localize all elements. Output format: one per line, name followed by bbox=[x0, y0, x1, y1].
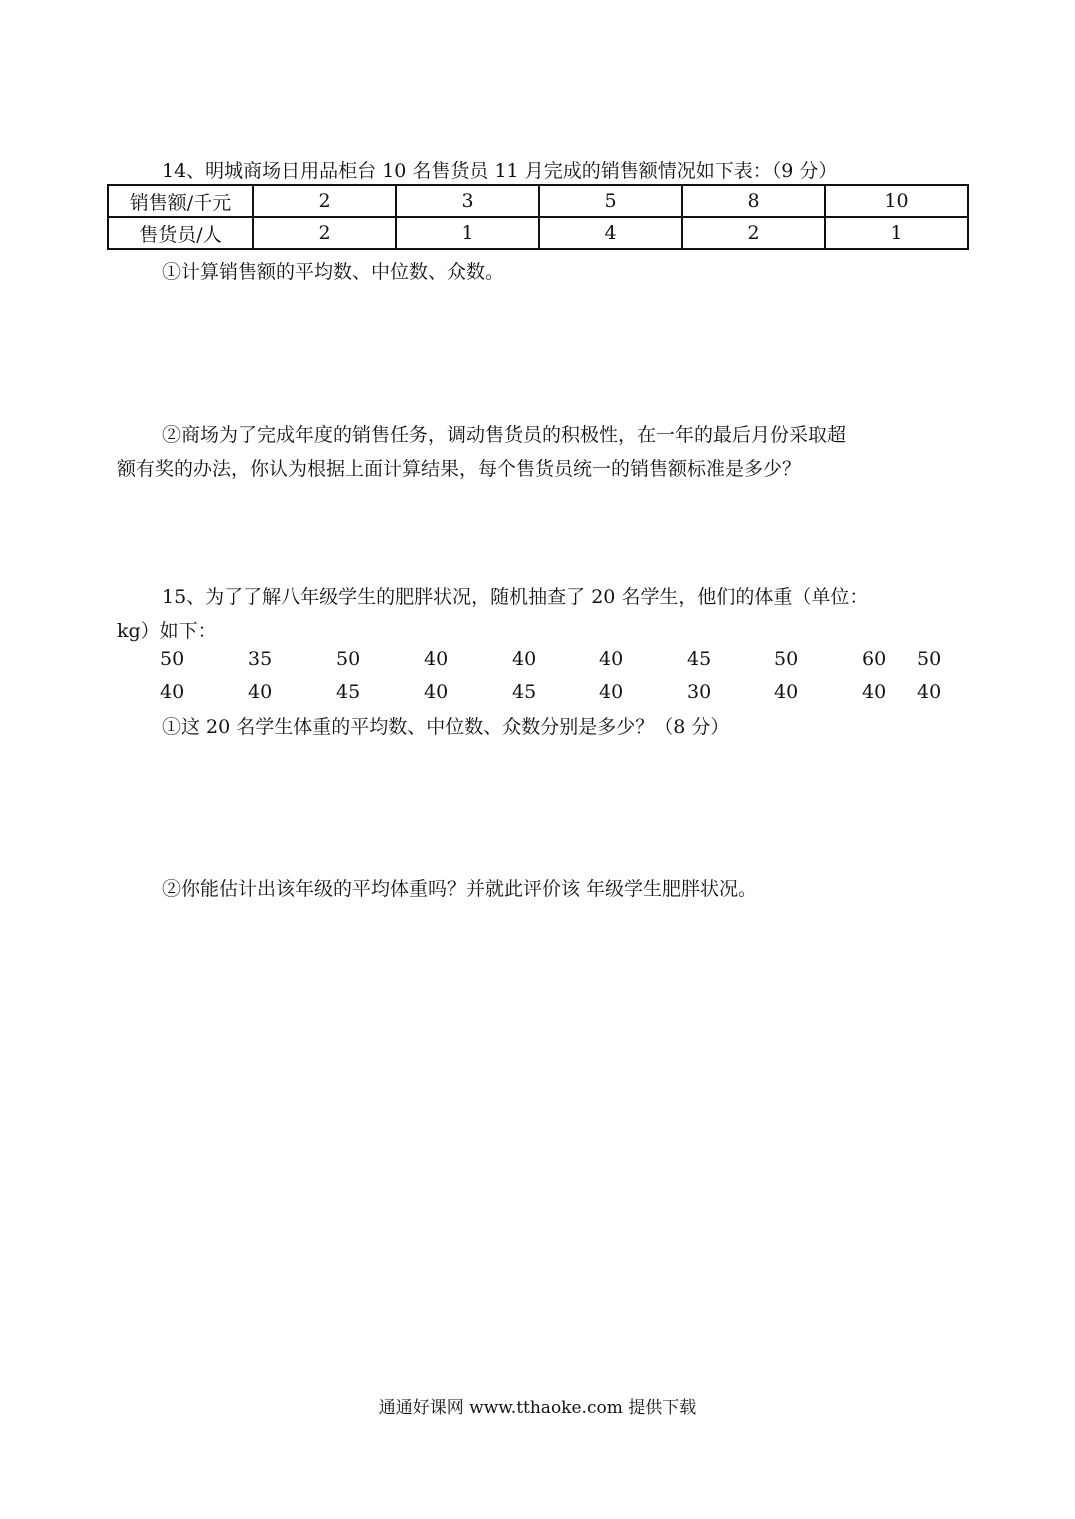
weight-value: 40 bbox=[160, 681, 185, 703]
weight-value: 40 bbox=[862, 681, 887, 703]
table-cell: 2 bbox=[253, 217, 396, 249]
table-cell: 1 bbox=[396, 217, 539, 249]
question-14-part-2-line-2: 额有奖的办法，你认为根据上面计算结果，每个售货员统一的销售额标准是多少？ bbox=[117, 458, 802, 480]
question-15-line-1: 15、为了了解八年级学生的肥胖状况，随机抽查了 20 名学生，他们的体重（单位： bbox=[162, 586, 869, 608]
page-footer: 通通好课网 www.tthaoke.com 提供下载 bbox=[378, 1398, 697, 1418]
table-cell: 8 bbox=[682, 185, 825, 217]
weight-value: 40 bbox=[512, 648, 537, 670]
table-cell: 1 bbox=[825, 217, 968, 249]
weight-value: 45 bbox=[512, 681, 537, 703]
weight-value: 35 bbox=[248, 648, 273, 670]
weight-value: 50 bbox=[774, 648, 799, 670]
weight-value: 40 bbox=[424, 648, 449, 670]
table-row bbox=[108, 217, 968, 249]
weight-value: 60 bbox=[862, 648, 887, 670]
weight-value: 45 bbox=[687, 648, 712, 670]
weight-value: 40 bbox=[248, 681, 273, 703]
question-14-part-2-line-1: ②商场为了完成年度的销售任务，调动售货员的积极性，在一年的最后月份采取超 bbox=[162, 424, 847, 446]
sales-table bbox=[107, 184, 969, 250]
table-cell: 2 bbox=[682, 217, 825, 249]
table-cell: 3 bbox=[396, 185, 539, 217]
question-15-line-2: kg）如下： bbox=[117, 620, 217, 642]
weight-value: 40 bbox=[599, 648, 624, 670]
question-14-part-1: ①计算销售额的平均数、中位数、众数。 bbox=[162, 261, 505, 283]
weight-value: 30 bbox=[687, 681, 712, 703]
table-row bbox=[108, 185, 968, 217]
weight-value: 50 bbox=[160, 648, 185, 670]
question-14-title: 14、明城商场日用品柜台 10 名售货员 11 月完成的销售额情况如下表：（9 分） bbox=[162, 160, 838, 182]
table-cell: 2 bbox=[253, 185, 396, 217]
weight-value: 50 bbox=[336, 648, 361, 670]
row-header: 销售额/千元 bbox=[108, 185, 253, 217]
weight-value: 40 bbox=[599, 681, 624, 703]
weight-value: 50 bbox=[917, 648, 942, 670]
weight-value: 45 bbox=[336, 681, 361, 703]
weight-value: 40 bbox=[774, 681, 799, 703]
table-cell: 4 bbox=[539, 217, 682, 249]
question-15-part-2: ②你能估计出该年级的平均体重吗？并就此评价该 年级学生肥胖状况。 bbox=[162, 878, 758, 900]
row-header: 售货员/人 bbox=[108, 217, 253, 249]
question-15-part-1: ①这 20 名学生体重的平均数、中位数、众数分别是多少？（8 分） bbox=[162, 716, 730, 738]
weight-value: 40 bbox=[917, 681, 942, 703]
table-cell: 5 bbox=[539, 185, 682, 217]
weight-value: 40 bbox=[424, 681, 449, 703]
table-cell: 10 bbox=[825, 185, 968, 217]
